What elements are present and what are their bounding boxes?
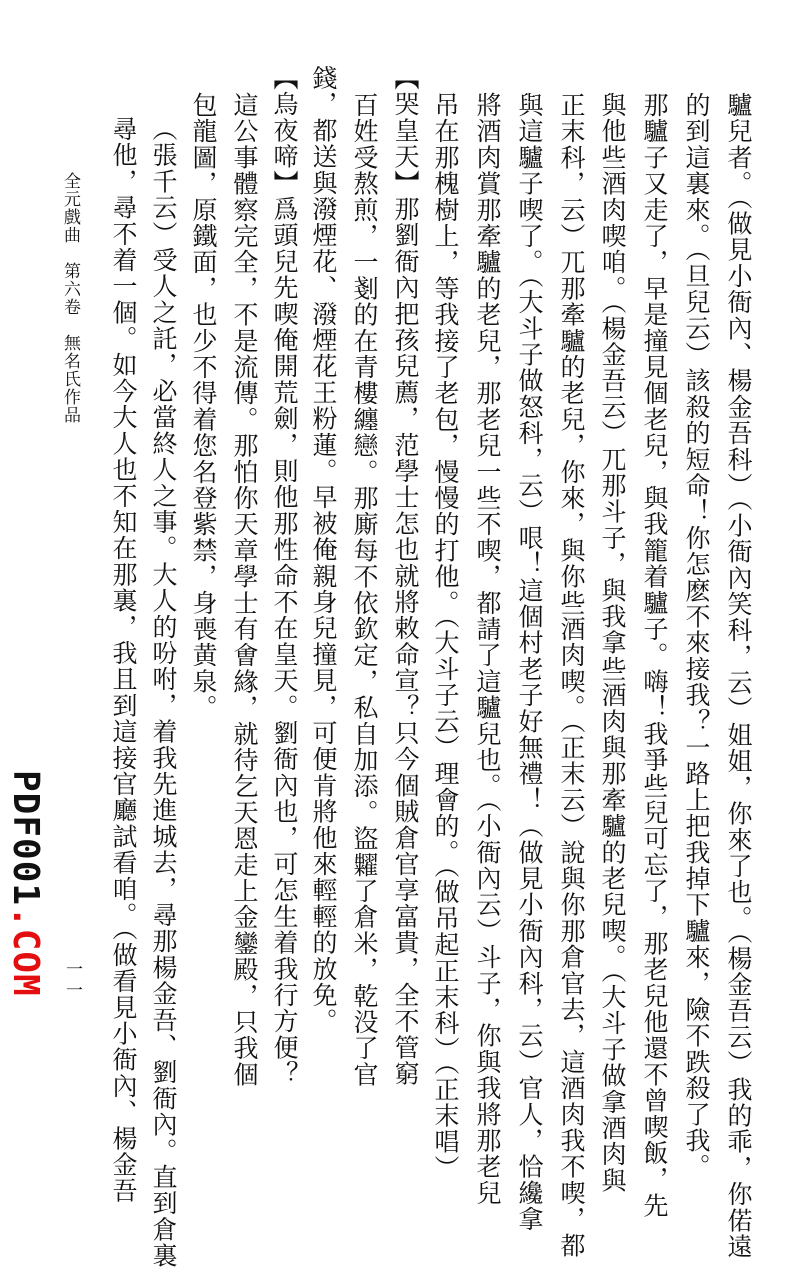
running-head: 全元戲曲 第六卷 無名氏作品 (60, 172, 80, 424)
watermark-suffix: COM (5, 928, 46, 997)
watermark (5, 770, 46, 997)
text-line: （張千云）受人之託，必當終人之事。大人的吩咐，着我先進城去，尋那楊金吾、劉衙內。直到倉裏 (149, 116, 178, 1269)
text-line: 【烏夜啼】爲頭兒先喫俺開荒劍，則他那性命不在皇天。劉衙內也，可怎生着我行方便？ (270, 65, 299, 1087)
text-line: 吊在那槐樹上，等我接了老包，慢慢的打他。（大斗子云）理會的。（做吊起正末科）（正末唱） (431, 92, 460, 1182)
text-line: 與這驢子喫了。（大斗子做怒科，云）哏！這個村老子好無禮！（做見小衙內科，云）官人，恰纔拿 (515, 92, 544, 1233)
watermark-main: PDF001 (5, 770, 46, 907)
text-line: 正末科，云）兀那牽驢的老兒，你來，與你些酒肉喫。（正末云）說與你那倉官去，這酒肉我不喫，都 (557, 92, 586, 1259)
text-line: 尋他，尋不着一個。如今大人也不知在那裏，我且到這接官廳試看咱。（做看見小衙內、楊金吾 (109, 116, 138, 1204)
text-line: 百姓受熬煎，一剗的在青樓纏戀。那廝每不依欽定，私自加添。盜糶了倉米，乾没了官 (350, 92, 379, 1088)
text-line: 這公事體察完全，不是流傳。那怕你天章學士有㑹緣，就待乞天恩走上金鑾殿，只我個 (230, 92, 259, 1088)
text-line: 那驢子又走了，早是撞見個老兒，與我籠着驢子。嗨！我爭些兒可忘了，那老兒他還不曾喫飯，先 (640, 92, 669, 1219)
text-line: 驢兒者。（做見小衙內、楊金吾科）（小衙內笑科，云）姐姐，你來了也。（楊金吾云）我的乖，你偌遠 (724, 92, 753, 1260)
text-line: 將酒肉賞那牽驢的老兒，那老兒一些不喫，都請了這驢兒也。（小衙內云）斗子，你與我將那老兒 (473, 92, 502, 1207)
text-line: 包龍圖，原鐵面，也少不得着您名登紫禁，身喪黄泉。 (189, 92, 218, 721)
text-line: 的到這裏來。（旦兒云）該殺的短命！你怎麽不來接我？一路上把我掉下驢來，險不跌殺了我。 (682, 92, 711, 1180)
text-line: 與他些酒肉喫咱。（楊金吾云）兀那斗子，與我拿些酒肉與那牽驢的老兒喫。（大斗子做拿酒肉與 (598, 92, 627, 1194)
text-line: 錢，都送與潑煙花、潑煙花王粉蓮。早被俺親身兒撞見，可便肯將他來輕輕的放免。 (309, 65, 338, 1035)
text-line: 【哭皇天】那劉衙內把孩兒薦，范學士怎也就將敕命宣？只今個賊倉官享富貴，全不管窮 (391, 65, 420, 1087)
page-number: 一一 (62, 960, 82, 1002)
watermark-dot: . (5, 906, 46, 929)
